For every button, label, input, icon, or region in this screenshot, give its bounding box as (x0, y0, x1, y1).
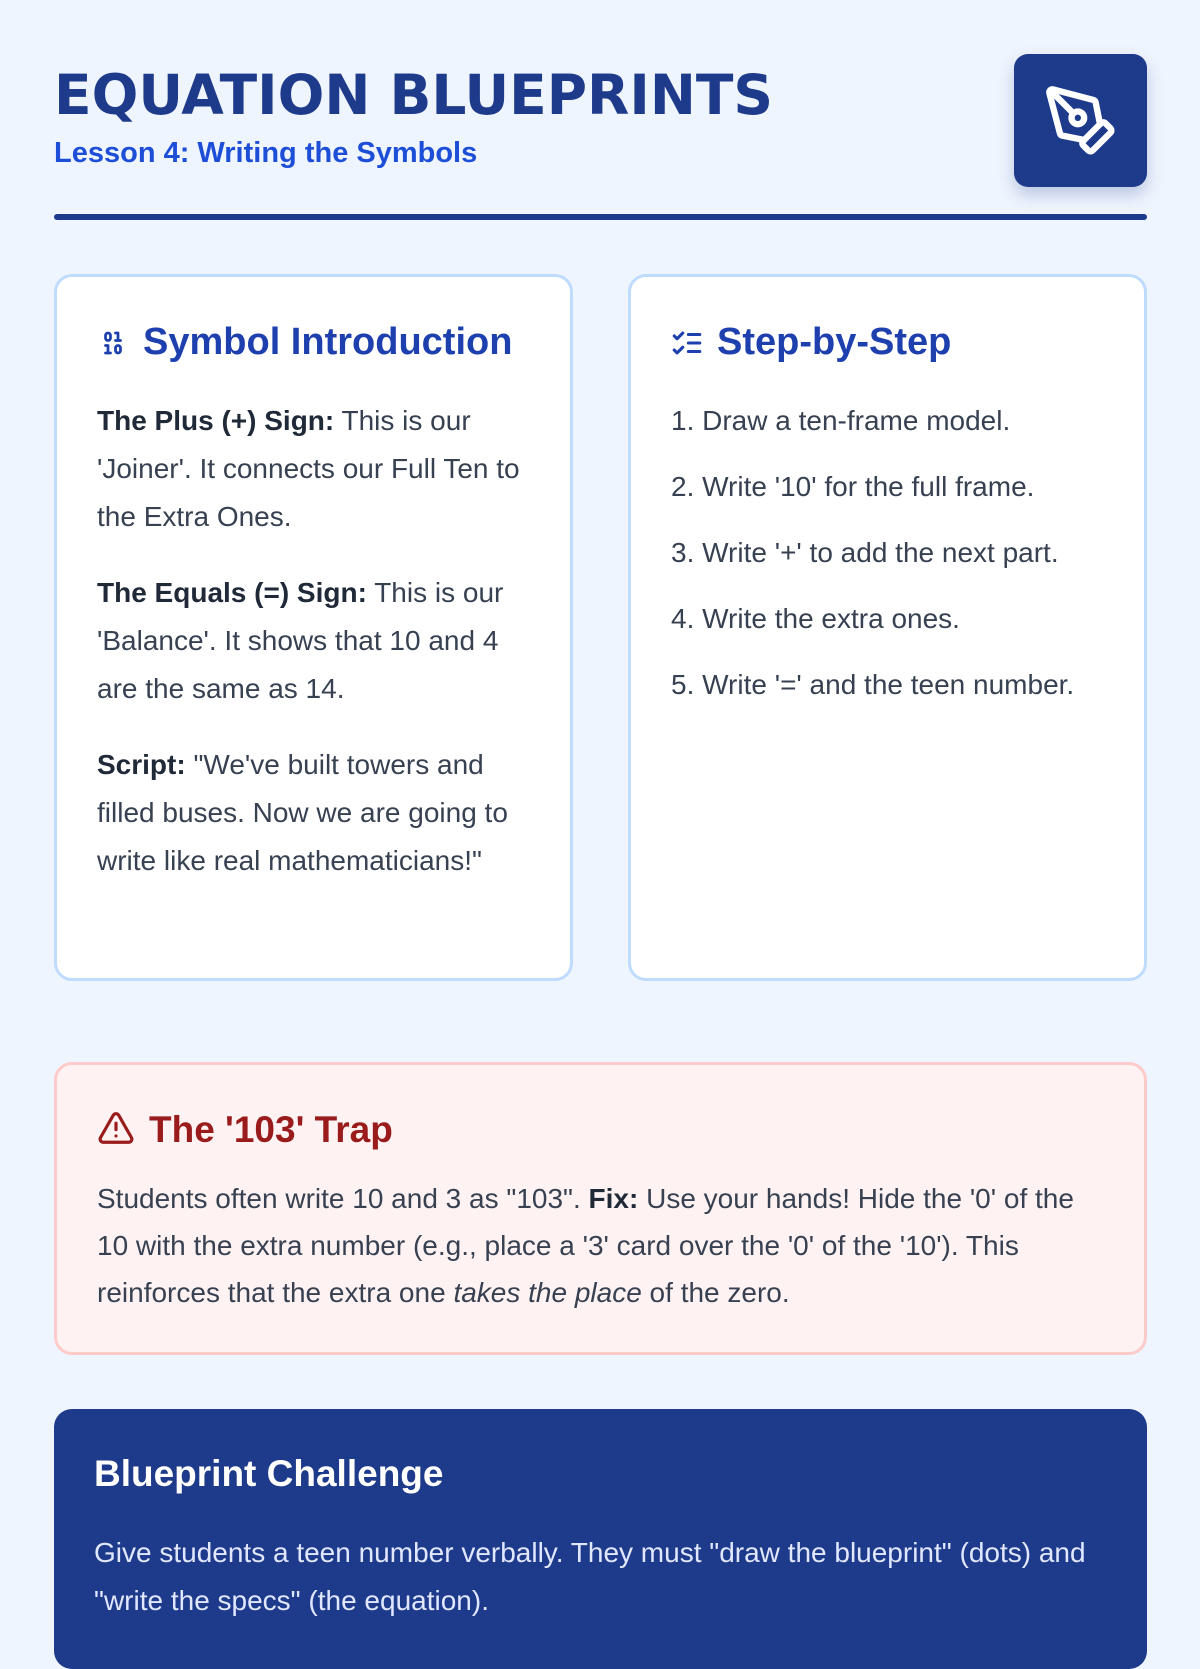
trap-header (97, 1109, 393, 1151)
trap-text-3: of the zero. (641, 1277, 790, 1308)
fix-label: Fix: (588, 1183, 639, 1214)
trap-text-2: Use your hands! Hide the '0' of the 10 with the extra number (e.g., place a '3' card over the '0' of the '10'). This reinforces that the extra one (97, 1183, 1074, 1308)
challenge-heading: Blueprint Challenge (94, 1453, 444, 1494)
trap-emphasis: takes the place (453, 1277, 642, 1308)
header-divider (54, 214, 1147, 220)
blueprint-challenge-box (54, 1409, 1147, 1669)
pen-nib-icon (1043, 83, 1119, 159)
step-item: 1. Draw a ten-frame model. (671, 405, 1011, 436)
equals-sign-label: The Equals (=) Sign: (97, 577, 367, 608)
equals-sign-paragraph (97, 569, 537, 713)
header (54, 54, 1147, 220)
script-paragraph (97, 741, 537, 885)
equals-sign-text: This is our 'Balance'. It shows that 10 and 4 are the same as 14. (97, 577, 504, 704)
step-item: 3. Write '+' to add the next part. (671, 537, 1059, 568)
trap-body (97, 1175, 1097, 1316)
step-item: 4. Write the extra ones. (671, 603, 960, 634)
step-item: 2. Write '10' for the full frame. (671, 471, 1035, 502)
plus-sign-paragraph (97, 397, 537, 541)
steps-list (671, 397, 1121, 727)
plus-sign-text: This is our 'Joiner'. It connects our Full Ten to the Extra Ones. (97, 405, 520, 532)
script-label: Script: (97, 749, 186, 780)
symbol-introduction-heading: Symbol Introduction (143, 321, 513, 363)
step-by-step-card (628, 274, 1147, 981)
step-by-step-header (671, 321, 951, 364)
script-text: "We've built towers and filled buses. Now we are going to write like real mathematicians!" (97, 749, 508, 876)
challenge-text: Give students a teen number verbally. They must "draw the blueprint" (dots) and "write the specs" (the equation). (94, 1537, 1086, 1616)
warning-icon (97, 1109, 135, 1151)
logo-badge (1014, 54, 1147, 187)
trap-warning-box (54, 1062, 1147, 1355)
step-by-step-heading: Step-by-Step (717, 321, 952, 363)
plus-sign-label: The Plus (+) Sign: (97, 405, 335, 436)
symbol-introduction-header (97, 321, 512, 364)
trap-text-1: Students often write 10 and 3 as "103". (97, 1183, 589, 1214)
list-checks-icon (671, 325, 703, 361)
page-title: EQUATION BLUEPRINTS (54, 63, 774, 127)
trap-heading: The '103' Trap (149, 1109, 393, 1150)
symbol-introduction-body (97, 397, 537, 913)
lesson-subtitle: Lesson 4: Writing the Symbols (54, 137, 478, 169)
step-item: 5. Write '=' and the teen number. (671, 669, 1075, 700)
symbol-introduction-card (54, 274, 573, 981)
binary-icon (97, 325, 129, 361)
